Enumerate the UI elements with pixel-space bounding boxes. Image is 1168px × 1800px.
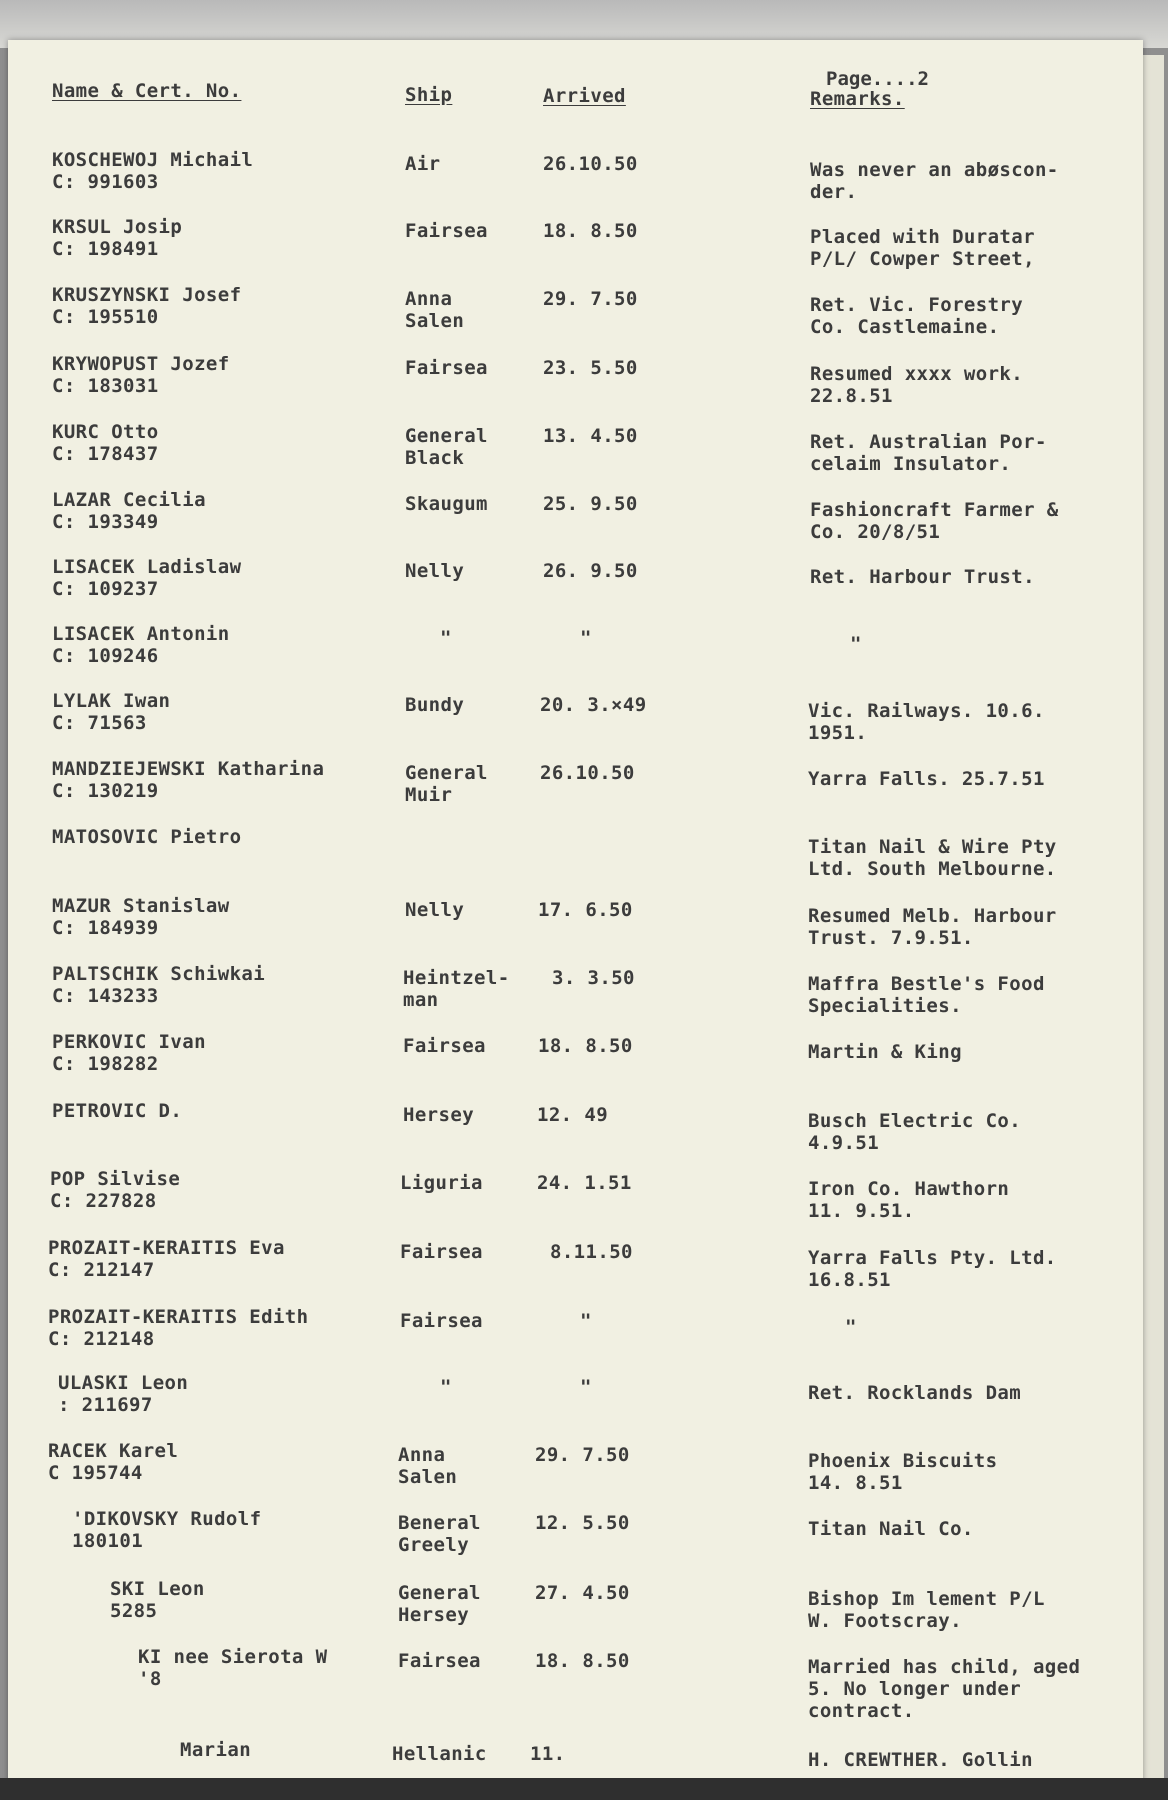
entry-remarks: Maffra Bestle's Food Specialities. bbox=[808, 973, 1045, 1017]
entry-ship: Fairsea bbox=[405, 357, 488, 379]
entry-remarks: Bishop Im lement P/L W. Footscray. bbox=[808, 1588, 1045, 1632]
entry-arrived: 23. 5.50 bbox=[543, 357, 638, 379]
entry-arrived: 18. 8.50 bbox=[538, 1035, 633, 1057]
entry-ship: Heintzel- man bbox=[403, 967, 510, 1011]
entry-remarks: Ret. Australian Por- celaim Insulator. bbox=[810, 431, 1047, 475]
entry-cert-no: C: 195510 bbox=[52, 306, 159, 328]
entry-cert-no: C: 71563 bbox=[52, 712, 147, 734]
entry-arrived: 8.11.50 bbox=[550, 1241, 633, 1263]
entry-cert-no: C: 198491 bbox=[52, 238, 159, 260]
page-number: Page....2 bbox=[826, 68, 929, 90]
entry-remarks: Ret. Vic. Forestry Co. Castlemaine. bbox=[810, 294, 1024, 338]
entry-ship: Hersey bbox=[403, 1104, 475, 1126]
entry-remarks: Fashioncraft Farmer & Co. 20/8/51 bbox=[810, 499, 1059, 543]
entry-ship: Skaugum bbox=[405, 493, 488, 515]
entry-remarks: Ret. Rocklands Dam bbox=[808, 1382, 1022, 1404]
entry-arrived: 13. 4.50 bbox=[543, 425, 638, 447]
entry-cert-no: C: 991603 bbox=[52, 171, 159, 193]
scan-bottom-strip bbox=[0, 1778, 1168, 1800]
entry-arrived: 26.10.50 bbox=[540, 762, 635, 784]
entry-arrived: 29. 7.50 bbox=[543, 288, 638, 310]
entry-remarks: Married has child, aged 5. No longer under contract. bbox=[808, 1656, 1081, 1722]
entry-ship: General Black bbox=[405, 425, 488, 469]
entry-name: KRUSZYNSKI Josef bbox=[52, 284, 242, 306]
entry-name: ULASKI Leon bbox=[58, 1372, 189, 1394]
entry-remarks: Ret. Harbour Trust. bbox=[810, 566, 1035, 588]
entry-ship: Anna Salen bbox=[405, 288, 465, 332]
entry-name: LYLAK Iwan bbox=[52, 690, 171, 712]
entry-name: KURC Otto bbox=[52, 421, 159, 443]
entry-name: KRSUL Josip bbox=[52, 216, 183, 238]
entry-cert-no: C: 198282 bbox=[52, 1053, 159, 1075]
entry-ship: Fairsea bbox=[400, 1241, 483, 1263]
entry-cert-no: C: 184939 bbox=[52, 917, 159, 939]
header-remarks: Remarks. bbox=[810, 88, 905, 110]
entry-cert-no: C: 109237 bbox=[52, 578, 159, 600]
entry-cert-no: 5285 bbox=[110, 1600, 158, 1622]
entry-remarks: Was never an abøscon- der. bbox=[810, 159, 1059, 203]
entry-arrived: 11. bbox=[530, 1743, 566, 1765]
header-ship: Ship bbox=[405, 84, 453, 106]
entry-cert-no: C: 212148 bbox=[48, 1328, 155, 1350]
entry-ship: Beneral Greely bbox=[398, 1512, 481, 1556]
entry-remarks: Vic. Railways. 10.6. 1951. bbox=[808, 700, 1045, 744]
entry-cert-no: C: 183031 bbox=[52, 375, 159, 397]
entry-name: PERKOVIC Ivan bbox=[52, 1031, 206, 1053]
entry-arrived: 18. 8.50 bbox=[543, 220, 638, 242]
entry-ship: " bbox=[440, 1376, 452, 1398]
entry-ship: Hellanic bbox=[392, 1743, 487, 1765]
header-arrived: Arrived bbox=[543, 85, 626, 107]
entry-name: MAZUR Stanislaw bbox=[52, 895, 230, 917]
entry-ship: Air bbox=[405, 153, 441, 175]
entry-name: KOSCHEWOJ Michail bbox=[52, 149, 254, 171]
entry-remarks: Titan Nail Co. bbox=[808, 1518, 974, 1540]
entry-name: PROZAIT-KERAITIS Eva bbox=[48, 1237, 285, 1259]
entry-name: PROZAIT-KERAITIS Edith bbox=[48, 1306, 309, 1328]
entry-ship: Bundy bbox=[405, 694, 465, 716]
entry-ship: General Muir bbox=[405, 762, 488, 806]
entry-cert-no: : 211697 bbox=[58, 1394, 153, 1416]
entry-remarks: Martin & King bbox=[808, 1041, 962, 1063]
entry-arrived: " bbox=[580, 1310, 592, 1332]
entry-name: LAZAR Cecilia bbox=[52, 489, 206, 511]
entry-name: Marian bbox=[180, 1739, 252, 1761]
entry-remarks: " bbox=[845, 1316, 857, 1338]
entry-arrived: 24. 1.51 bbox=[537, 1172, 632, 1194]
entry-remarks: Titan Nail & Wire Pty Ltd. South Melbourne. bbox=[808, 836, 1057, 880]
entry-cert-no: 180101 bbox=[72, 1530, 144, 1552]
entry-remarks: Yarra Falls. 25.7.51 bbox=[808, 768, 1045, 790]
underlying-page-edge bbox=[1140, 55, 1164, 1785]
entry-name: KRYWOPUST Jozef bbox=[52, 353, 230, 375]
entry-arrived: 20. 3.×49 bbox=[540, 694, 647, 716]
entry-remarks: Iron Co. Hawthorn 11. 9.51. bbox=[808, 1178, 1010, 1222]
entry-arrived: 26. 9.50 bbox=[543, 560, 638, 582]
entry-name: 'DIKOVSKY Rudolf bbox=[72, 1508, 262, 1530]
entry-cert-no: C: 227828 bbox=[50, 1190, 157, 1212]
entry-ship: " bbox=[440, 627, 452, 649]
entry-remarks: " bbox=[850, 633, 862, 655]
entry-ship: Fairsea bbox=[400, 1310, 483, 1332]
entry-name: LISACEK Antonin bbox=[52, 623, 230, 645]
entry-arrived: 12. 49 bbox=[537, 1104, 609, 1126]
entry-cert-no: C: 193349 bbox=[52, 511, 159, 533]
entry-name: LISACEK Ladislaw bbox=[52, 556, 242, 578]
entry-ship: Fairsea bbox=[403, 1035, 486, 1057]
entry-remarks: Placed with Duratar P/L/ Cowper Street, bbox=[810, 226, 1035, 270]
entry-arrived: 12. 5.50 bbox=[535, 1512, 630, 1534]
entry-cert-no: C: 178437 bbox=[52, 443, 159, 465]
entry-ship: Nelly bbox=[405, 899, 465, 921]
entry-arrived: 25. 9.50 bbox=[543, 493, 638, 515]
entry-remarks: Resumed Melb. Harbour Trust. 7.9.51. bbox=[808, 905, 1057, 949]
entry-cert-no: C: 109246 bbox=[52, 645, 159, 667]
entry-ship: Fairsea bbox=[398, 1650, 481, 1672]
entry-arrived: " bbox=[580, 1376, 592, 1398]
entry-ship: Nelly bbox=[405, 560, 465, 582]
entry-ship: Fairsea bbox=[405, 220, 488, 242]
entry-ship: Anna Salen bbox=[398, 1444, 458, 1488]
entry-name: KI nee Sierota W bbox=[138, 1646, 328, 1668]
entry-name: MANDZIEJEWSKI Katharina bbox=[52, 758, 325, 780]
entry-remarks: Busch Electric Co. 4.9.51 bbox=[808, 1110, 1022, 1154]
entry-name: RACEK Karel bbox=[48, 1440, 179, 1462]
entry-name: PALTSCHIK Schiwkai bbox=[52, 963, 266, 985]
entry-cert-no: C: 130219 bbox=[52, 780, 159, 802]
entry-arrived: 26.10.50 bbox=[543, 153, 638, 175]
entry-remarks: Phoenix Biscuits 14. 8.51 bbox=[808, 1450, 998, 1494]
entry-arrived: 3. 3.50 bbox=[552, 967, 635, 989]
entry-ship: Liguria bbox=[400, 1172, 483, 1194]
entry-arrived: 27. 4.50 bbox=[535, 1582, 630, 1604]
header-name-cert: Name & Cert. No. bbox=[52, 80, 242, 102]
entry-ship: General Hersey bbox=[398, 1582, 481, 1626]
entry-arrived: " bbox=[580, 627, 592, 649]
entry-name: POP Silvise bbox=[50, 1168, 181, 1190]
entry-cert-no: C: 143233 bbox=[52, 985, 159, 1007]
entry-cert-no: C 195744 bbox=[48, 1462, 143, 1484]
entry-name: SKI Leon bbox=[110, 1578, 205, 1600]
entry-name: MATOSOVIC Pietro bbox=[52, 826, 242, 848]
entry-cert-no: '8 bbox=[138, 1668, 162, 1690]
entry-cert-no: C: 212147 bbox=[48, 1259, 155, 1281]
entry-arrived: 18. 8.50 bbox=[535, 1650, 630, 1672]
entry-arrived: 17. 6.50 bbox=[538, 899, 633, 921]
entry-remarks: H. CREWTHER. Gollin bbox=[808, 1749, 1033, 1771]
entry-arrived: 29. 7.50 bbox=[535, 1444, 630, 1466]
entry-name: PETROVIC D. bbox=[52, 1100, 183, 1122]
entry-remarks: Resumed xxxx work. 22.8.51 bbox=[810, 363, 1024, 407]
entry-remarks: Yarra Falls Pty. Ltd. 16.8.51 bbox=[808, 1247, 1057, 1291]
